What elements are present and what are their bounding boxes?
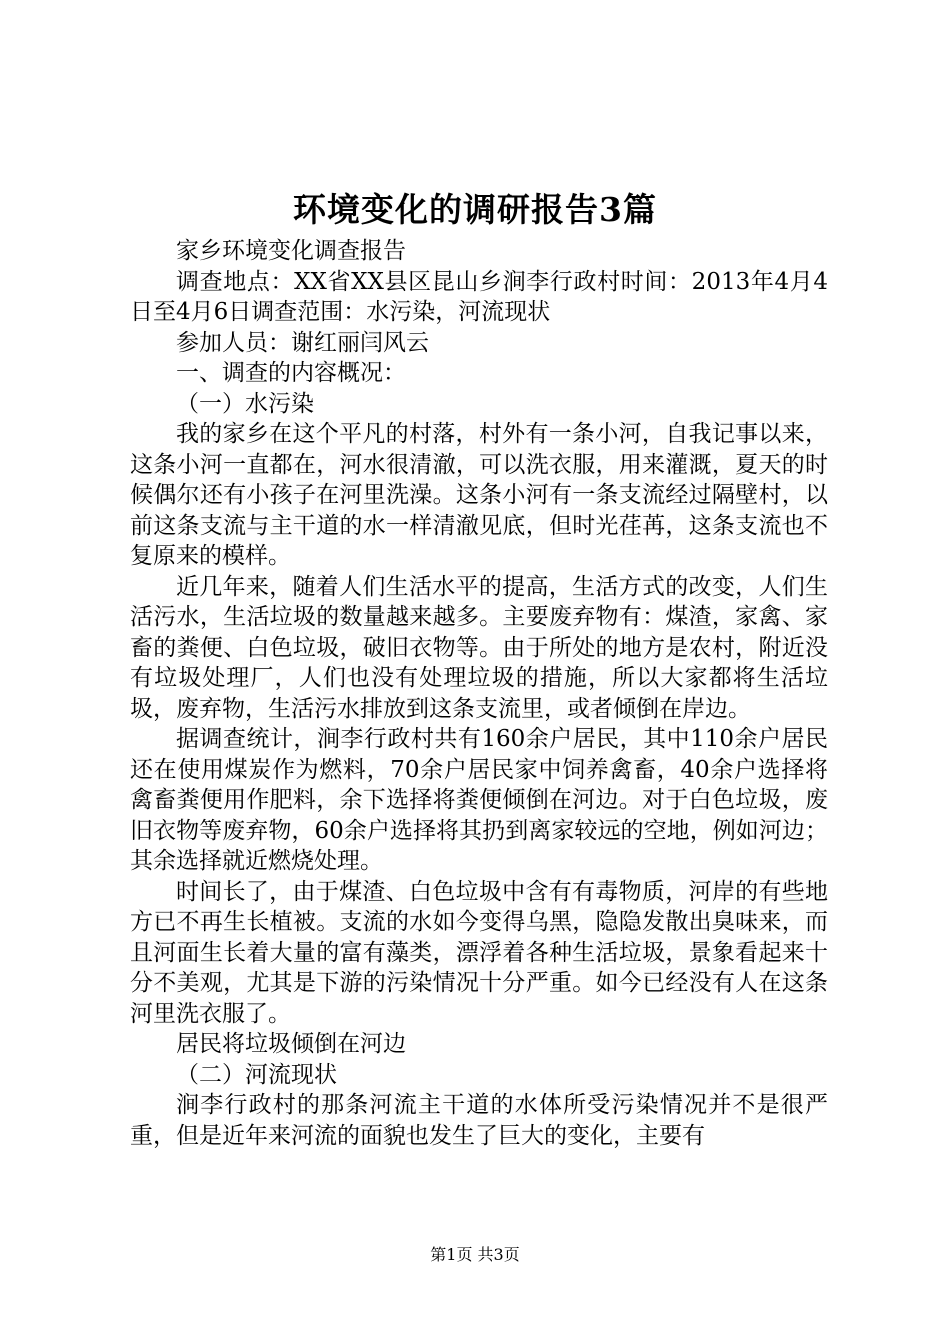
report-subtitle: 家乡环境变化调查报告 xyxy=(176,238,406,264)
body-paragraph: 我的家乡在这个平凡的村落，村外有一条小河，自我记事以来，这条小河一直都在，河水很清澈，可以洗衣服，用来灌溉，夏天的时候偶尔还有小孩子在河里洗澡。这条小河有一条支流经过隔壁村，以前这条支流与主干道的水一样清澈见底，但时光荏苒，这条支流也不复原来的模样。 xyxy=(130,421,828,569)
participants-paragraph: 参加人员：谢红丽闫风云 xyxy=(176,329,429,356)
document-title: 环境变化的调研报告3篇 xyxy=(293,190,657,229)
body-paragraph: 近几年来，随着人们生活水平的提高，生活方式的改变，人们生活污水，生活垃圾的数量越来越多。主要废弃物有：煤渣，家禽、家畜的粪便、白色垃圾，破旧衣物等。由于所处的地方是农村，附近没有垃圾处理厂，人们也没有处理垃圾的措施，所以大家都将生活垃圾，废弃物，生活污水排放到这条支流里，或者倾倒在岸边。 xyxy=(130,573,828,722)
subsection-heading-river-status: （二）河流现状 xyxy=(176,1061,337,1088)
body-paragraph: 涧李行政村的那条河流主干道的水体所受污染情况并不是很严重，但是近年来河流的面貌也发生了巨大的变化，主要有 xyxy=(130,1092,828,1149)
survey-location-paragraph: 调查地点：XX省XX县区昆山乡涧李行政村时间：2013年4月4日至4月6日调查范围：水污染，河流现状 xyxy=(130,268,828,325)
section-heading-overview: 一、调查的内容概况： xyxy=(176,360,406,386)
document-body xyxy=(130,236,828,1151)
body-paragraph: 据调查统计，涧李行政村共有160余户居民，其中110余户居民还在使用煤炭作为燃料，70余户居民家中饲养禽畜，40余户选择将禽畜粪便用作肥料，余下选择将粪便倾倒在河边。对于白色垃圾，废旧衣物等废弃物，60余户选择将其扔到离家较远的空地，例如河边；其余选择就近燃烧处理。 xyxy=(130,726,828,874)
image-caption: 居民将垃圾倾倒在河边 xyxy=(176,1031,406,1057)
subsection-heading-water-pollution: （一）水污染 xyxy=(176,390,314,417)
body-paragraph: 时间长了，由于煤渣、白色垃圾中含有有毒物质，河岸的有些地方已不再生长植被。支流的水如今变得乌黑，隐隐发散出臭味来，而且河面生长着大量的富有藻类，漂浮着各种生活垃圾，景象看起来十分不美观，尤其是下游的污染情况十分严重。如今已经没有人在这条河里洗衣服了。 xyxy=(130,878,828,1027)
page-footer: 第1页 共3页 xyxy=(430,1245,520,1264)
